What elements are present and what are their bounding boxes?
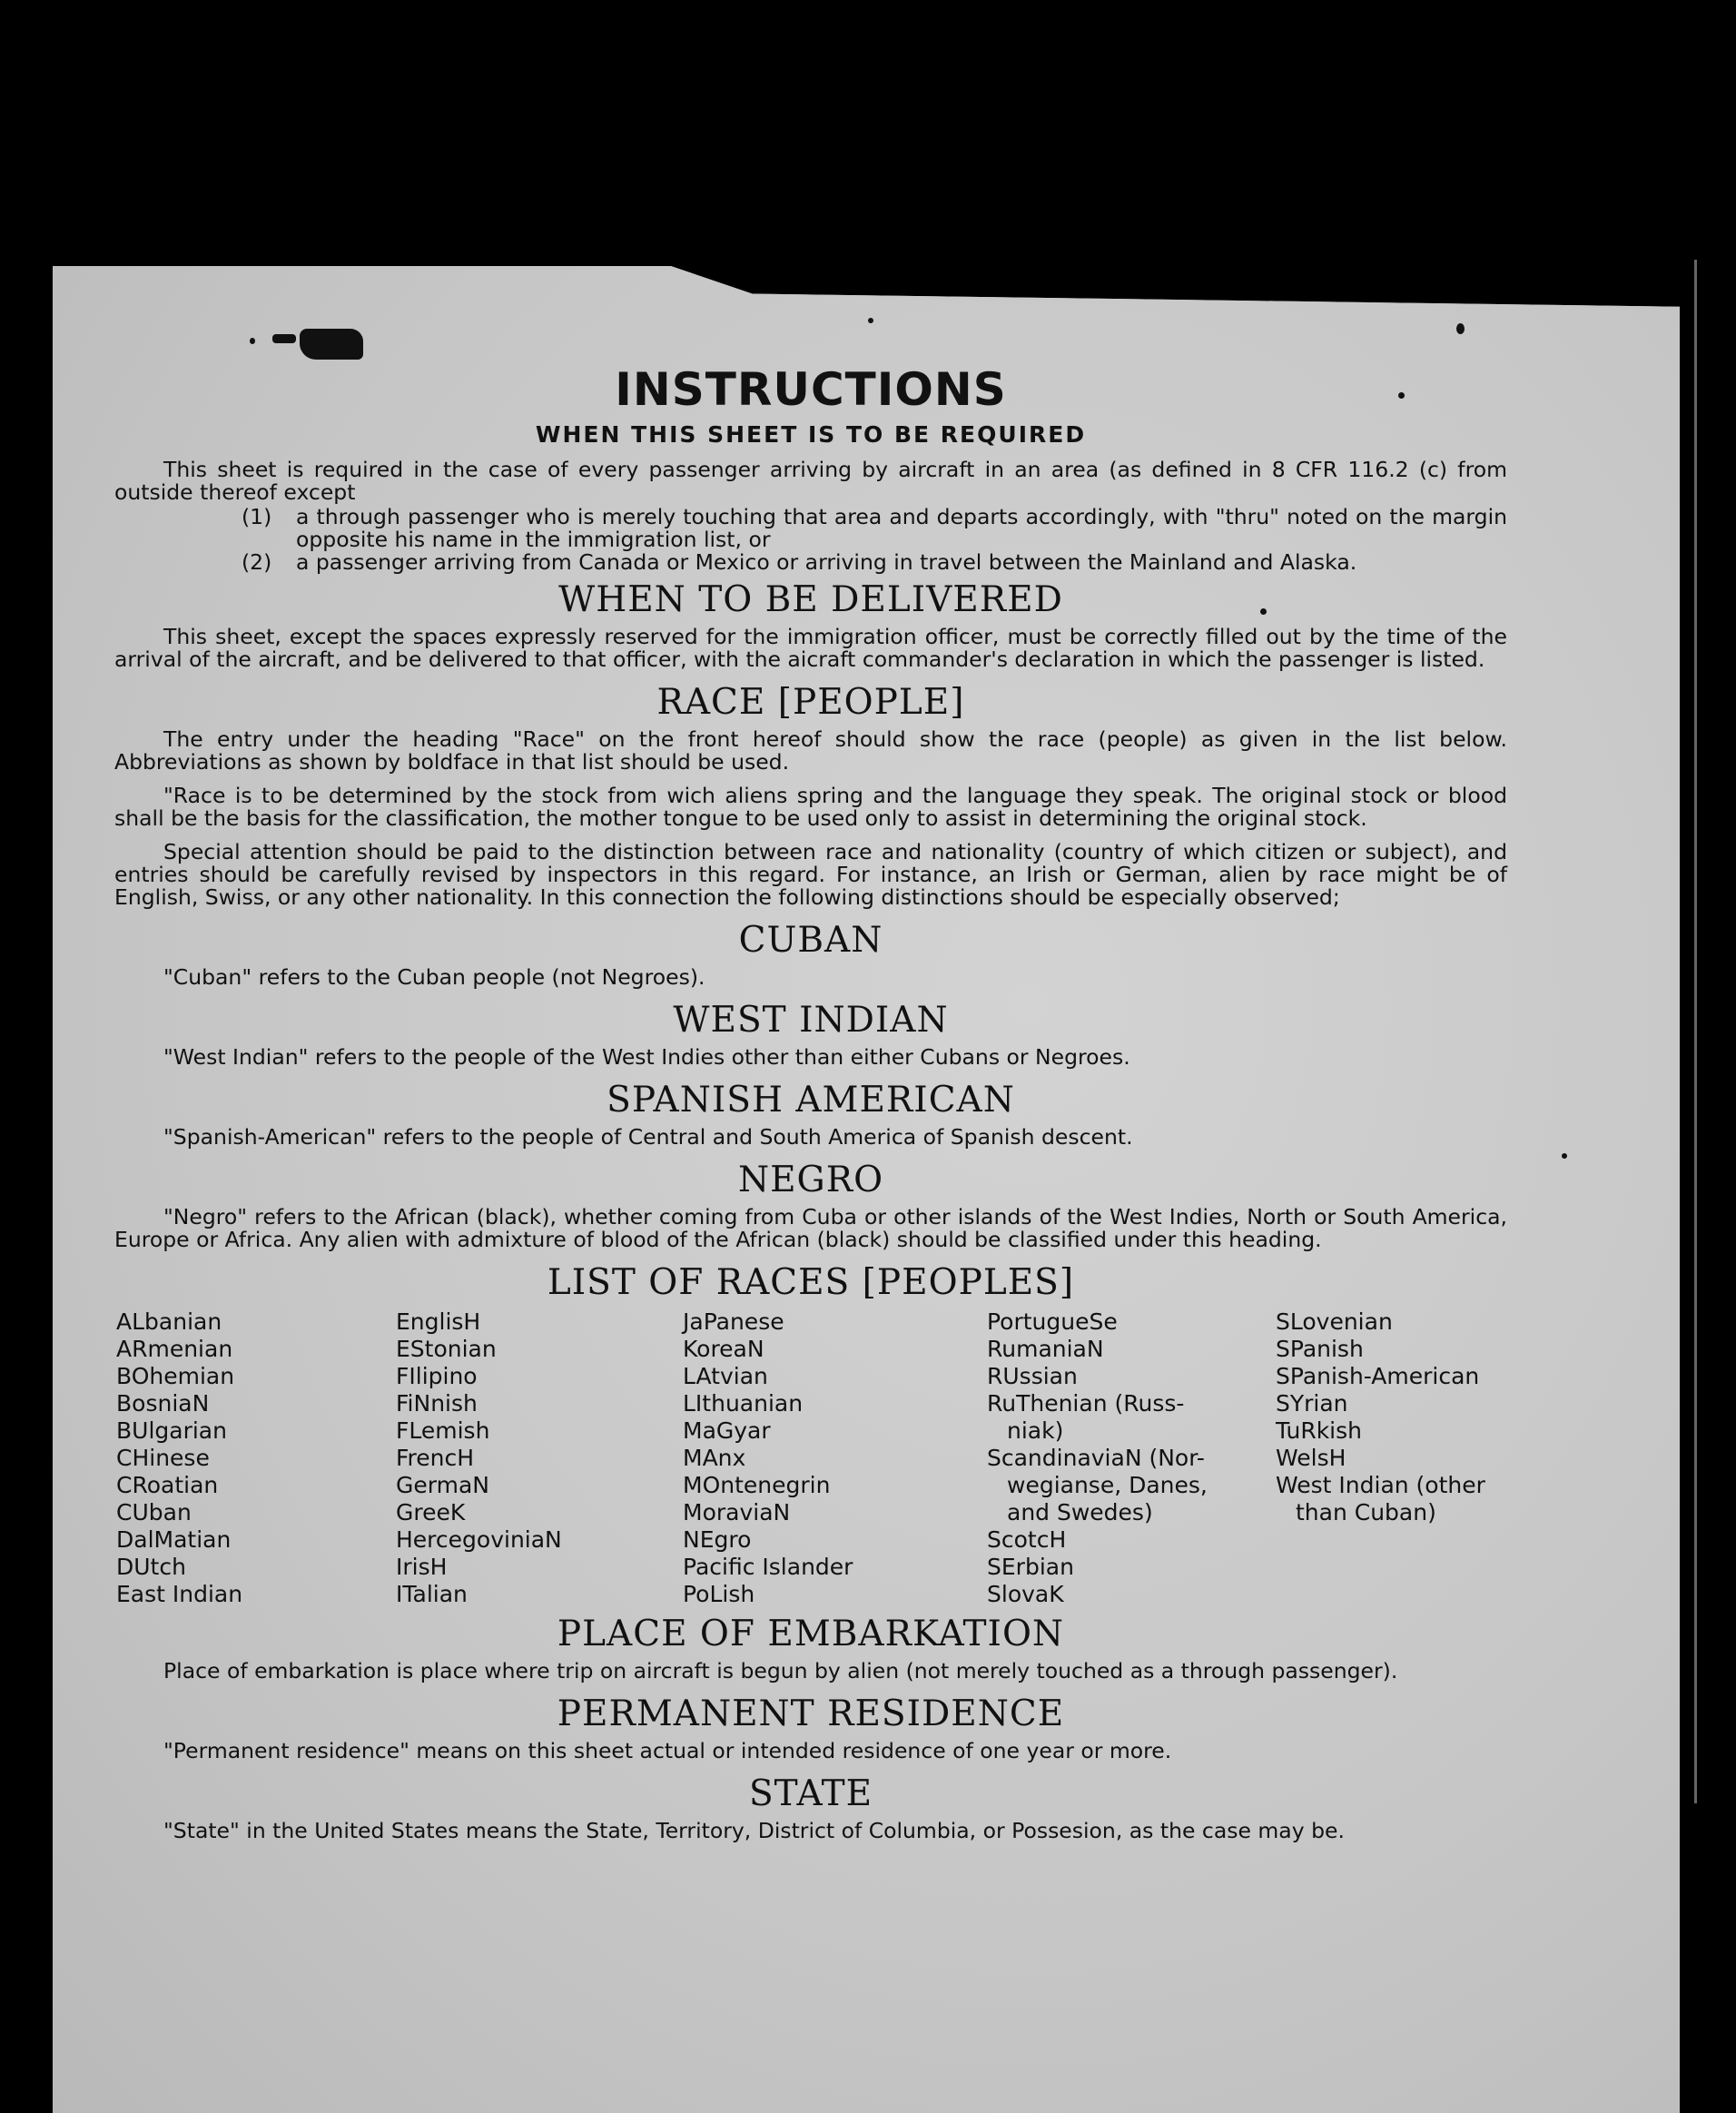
race-item: MAnx — [683, 1445, 746, 1471]
races-column — [396, 1308, 683, 1608]
race-item: SYrian — [1276, 1390, 1348, 1417]
race-item: SPanish-American — [1276, 1363, 1480, 1389]
instructions-content — [114, 363, 1507, 1853]
races-column — [683, 1308, 987, 1608]
ink-speck — [868, 318, 873, 323]
races-list — [116, 1308, 1507, 1608]
embarkation-paragraph: Place of embarkation is place where trip on aircraft is begun by alien (not merely touched as a through passenger). — [163, 1658, 1398, 1683]
residence-paragraph: "Permanent residence" means on this sheet actual or intended residence of one year or more. — [163, 1738, 1172, 1763]
race-item-continuation: than Cuban) — [1296, 1499, 1436, 1526]
ink-speck — [1456, 323, 1465, 334]
race-item-continuation: wegianse, Danes, — [1007, 1472, 1208, 1498]
list-item: (2) a passenger arriving from Canada or Mexico or arriving in travel between the Mainland and Alaska. — [242, 549, 1357, 575]
race-item: WelsH — [1276, 1445, 1346, 1471]
race-item: LAtvian — [683, 1363, 768, 1389]
west-indian-paragraph: "West Indian" refers to the people of the West Indies other than either Cubans or Negroes. — [163, 1044, 1130, 1070]
document-title: INSTRUCTIONS — [615, 363, 1007, 416]
heading-place-of-embarkation: PLACE OF EMBARKATION — [557, 1614, 1065, 1654]
heading-when-delivered: WHEN TO BE DELIVERED — [558, 579, 1063, 620]
ink-blot — [300, 329, 363, 360]
race-item: RuThenian (Russ- — [987, 1390, 1185, 1417]
heading-list-of-races: LIST OF RACES [PEOPLES] — [547, 1262, 1075, 1303]
race-item: BOhemian — [116, 1363, 235, 1389]
race-item: CRoatian — [116, 1472, 219, 1498]
race-item: PortugueSe — [987, 1308, 1118, 1335]
race-item: NEgro — [683, 1526, 752, 1553]
race-item: JaPanese — [683, 1308, 784, 1335]
ink-speck — [250, 338, 255, 344]
heading-spanish-american: SPANISH AMERICAN — [607, 1080, 1015, 1121]
race-item: TuRkish — [1276, 1417, 1362, 1444]
race-item: EStonian — [396, 1336, 497, 1362]
race-item: ARmenian — [116, 1336, 233, 1362]
heading-west-indian: WEST INDIAN — [673, 1000, 949, 1041]
heading-state: STATE — [748, 1773, 873, 1814]
race-item: SLovenian — [1276, 1308, 1393, 1335]
race-item: ScotcH — [987, 1526, 1067, 1553]
race-item: SErbian — [987, 1554, 1074, 1580]
races-column — [987, 1308, 1276, 1608]
race-item: EnglisH — [396, 1308, 481, 1335]
race-item: FIlipino — [396, 1363, 478, 1389]
race-item: SlovaK — [987, 1581, 1064, 1607]
race-item: East Indian — [116, 1581, 243, 1607]
exceptions-list — [114, 506, 1507, 574]
heading-permanent-residence: PERMANENT RESIDENCE — [557, 1693, 1065, 1734]
race-paragraph-3: Special attention should be paid to the distinction between race and nationality (country of which citizen or subject), and entries should be carefully revised by inspectors in this regard. For instance, an Irish or German, alien by race might be of English, Swiss, or any other nationality. In this connection the following distinctions should be especially observed; — [114, 839, 1507, 910]
race-item: CHinese — [116, 1445, 210, 1471]
race-item: KoreaN — [683, 1336, 764, 1362]
ink-speck — [1562, 1153, 1567, 1159]
cuban-paragraph: "Cuban" refers to the Cuban people (not Negroes). — [163, 964, 705, 990]
ink-blot — [272, 334, 296, 343]
page-edge — [1694, 260, 1697, 1803]
state-paragraph: "State" in the United States means the State, Territory, District of Columbia, or Possesion, as the case may be. — [163, 1818, 1345, 1843]
race-item: HercegoviniaN — [396, 1526, 562, 1553]
race-item: ALbanian — [116, 1308, 222, 1335]
race-item: FLemish — [396, 1417, 490, 1444]
race-item: IrisH — [396, 1554, 448, 1580]
delivered-paragraph: This sheet, except the spaces expressly reserved for the immigration officer, must be correctly filled out by the time of the arrival of the aircraft, and be delivered to that officer, with the aicraft commander's declaration in which the passenger is listed. — [114, 624, 1507, 672]
race-item: LIthuanian — [683, 1390, 804, 1417]
list-item: (1) a through passenger who is merely touching that area and departs accordingly, with "thru" noted on the margin opposite his name in the immigration list, or — [242, 504, 1507, 552]
race-item: GreeK — [396, 1499, 466, 1526]
race-item: MaGyar — [683, 1417, 771, 1444]
race-item: SPanish — [1276, 1336, 1364, 1362]
race-item: ITalian — [396, 1581, 468, 1607]
race-item: West Indian (other — [1276, 1472, 1485, 1498]
race-item: RUssian — [987, 1363, 1078, 1389]
race-item: Pacific Islander — [683, 1554, 853, 1580]
heading-race: RACE [PEOPLE] — [656, 682, 965, 723]
race-item-continuation: niak) — [1007, 1417, 1064, 1444]
race-item: MOntenegrin — [683, 1472, 831, 1498]
negro-paragraph: "Negro" refers to the African (black), whether coming from Cuba or other islands of the West Indies, North or South America, Europe or Africa. Any alien with admixture of blood of the African (black) should be classified under this heading. — [114, 1204, 1507, 1252]
race-item: BUlgarian — [116, 1417, 227, 1444]
race-paragraph-1: The entry under the heading "Race" on the front hereof should show the race (people) as given in the list below. Abbreviations as shown by boldface in that list should be used. — [114, 726, 1507, 775]
race-item: RumaniaN — [987, 1336, 1104, 1362]
race-item: GermaN — [396, 1472, 489, 1498]
heading-cuban: CUBAN — [738, 920, 883, 961]
race-item: ScandinaviaN (Nor- — [987, 1445, 1205, 1471]
race-paragraph-2: "Race is to be determined by the stock from wich aliens spring and the language they speak. The original stock or blood shall be the basis for the classification, the mother tongue to be used only to assist in determining the original stock. — [114, 783, 1507, 831]
heading-negro: NEGRO — [737, 1160, 884, 1200]
race-item: DalMatian — [116, 1526, 232, 1553]
race-item: PoLish — [683, 1581, 755, 1607]
race-item: MoraviaN — [683, 1499, 791, 1526]
race-item-continuation: and Swedes) — [1007, 1499, 1153, 1526]
race-item: FrencH — [396, 1445, 475, 1471]
race-item: DUtch — [116, 1554, 186, 1580]
races-column — [116, 1308, 396, 1608]
section-subtitle: WHEN THIS SHEET IS TO BE REQUIRED — [535, 421, 1087, 448]
races-column — [1276, 1308, 1509, 1608]
race-item: CUban — [116, 1499, 192, 1526]
race-item: FiNnish — [396, 1390, 478, 1417]
spanish-american-paragraph: "Spanish-American" refers to the people of Central and South America of Spanish descent. — [163, 1124, 1133, 1150]
required-paragraph: This sheet is required in the case of every passenger arriving by aircraft in an area (as defined in 8 CFR 116.2 (c) from outside thereof except — [114, 457, 1507, 505]
race-item: BosniaN — [116, 1390, 210, 1417]
